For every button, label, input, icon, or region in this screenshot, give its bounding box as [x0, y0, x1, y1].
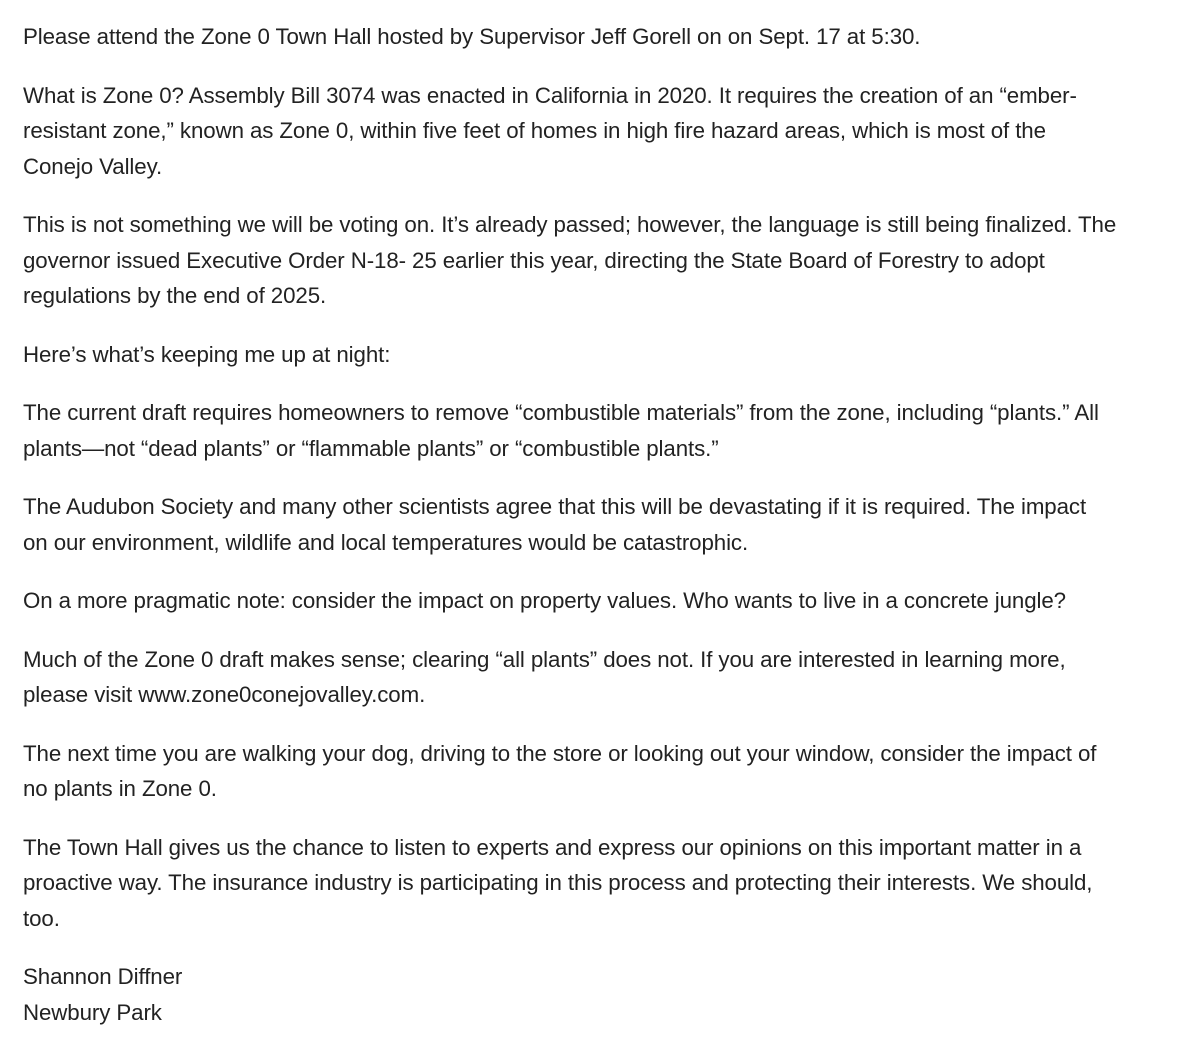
- signature-block: [23, 959, 1200, 1030]
- signature-location: Newbury Park: [23, 999, 162, 1025]
- letter-paragraph: [23, 78, 1200, 185]
- letter-paragraph: [23, 830, 1200, 937]
- paragraph-line: The next time you are walking your dog, driving to the store or looking out your window, consider the impact of: [23, 740, 1097, 766]
- signature-name: Shannon Diffner: [23, 964, 183, 989]
- paragraph-line: on our environment, wildlife and local temperatures would be catastrophic.: [23, 529, 749, 555]
- paragraph-line: Much of the Zone 0 draft makes sense; clearing “all plants” does not. If you are interested in learning more,: [23, 646, 1066, 672]
- paragraph-line: regulations by the end of 2025.: [23, 283, 327, 308]
- paragraph-line: Please attend the Zone 0 Town Hall hosted by Supervisor Jeff Gorell on on Sept. 17 at 5:30.: [23, 24, 921, 49]
- paragraph-line: too.: [23, 905, 60, 931]
- paragraph-line: The Audubon Society and many other scientists agree that this will be devastating if it is required. The impact: [23, 494, 1087, 519]
- letter-paragraph: [23, 19, 1200, 55]
- paragraph-line: On a more pragmatic note: consider the impact on property values. Who wants to live in a concrete jungle?: [23, 588, 1066, 613]
- letter-paragraph: [23, 489, 1200, 560]
- paragraph-line: This is not something we will be voting on. It’s already passed; however, the language is still being finalized. The: [23, 212, 1117, 237]
- paragraph-line: proactive way. The insurance industry is participating in this process and protecting their interests. We should,: [23, 870, 1093, 895]
- letter-paragraph: [23, 395, 1200, 466]
- paragraph-line: resistant zone,” known as Zone 0, within five feet of homes in high fire hazard areas, which is most of the: [23, 118, 1046, 143]
- paragraph-line: plants—not “dead plants” or “flammable plants” or “combustible plants.”: [23, 435, 719, 461]
- paragraph-line: Here’s what’s keeping me up at night:: [23, 341, 391, 367]
- letter-paragraph: [23, 207, 1200, 314]
- paragraph-line: What is Zone 0? Assembly Bill 3074 was enacted in California in 2020. It requires the creation of an “ember-: [23, 82, 1077, 108]
- letter-paragraph: [23, 642, 1200, 713]
- letter-paragraph: [23, 337, 1200, 373]
- letter-paragraphs: [23, 19, 1200, 936]
- letter-paragraph: [23, 736, 1200, 807]
- paragraph-line: The Town Hall gives us the chance to listen to experts and express our opinions on this important matter in a: [23, 834, 1082, 860]
- paragraph-line: The current draft requires homeowners to remove “combustible materials” from the zone, including “plants.” All: [23, 400, 1099, 425]
- paragraph-line: no plants in Zone 0.: [23, 776, 217, 801]
- paragraph-line: Conejo Valley.: [23, 153, 163, 179]
- paragraph-line: please visit www.zone0conejovalley.com.: [23, 682, 426, 707]
- paragraph-line: governor issued Executive Order N-18- 25 earlier this year, directing the State Board of Forestry to adopt: [23, 247, 1045, 273]
- letter-paragraph: [23, 583, 1200, 619]
